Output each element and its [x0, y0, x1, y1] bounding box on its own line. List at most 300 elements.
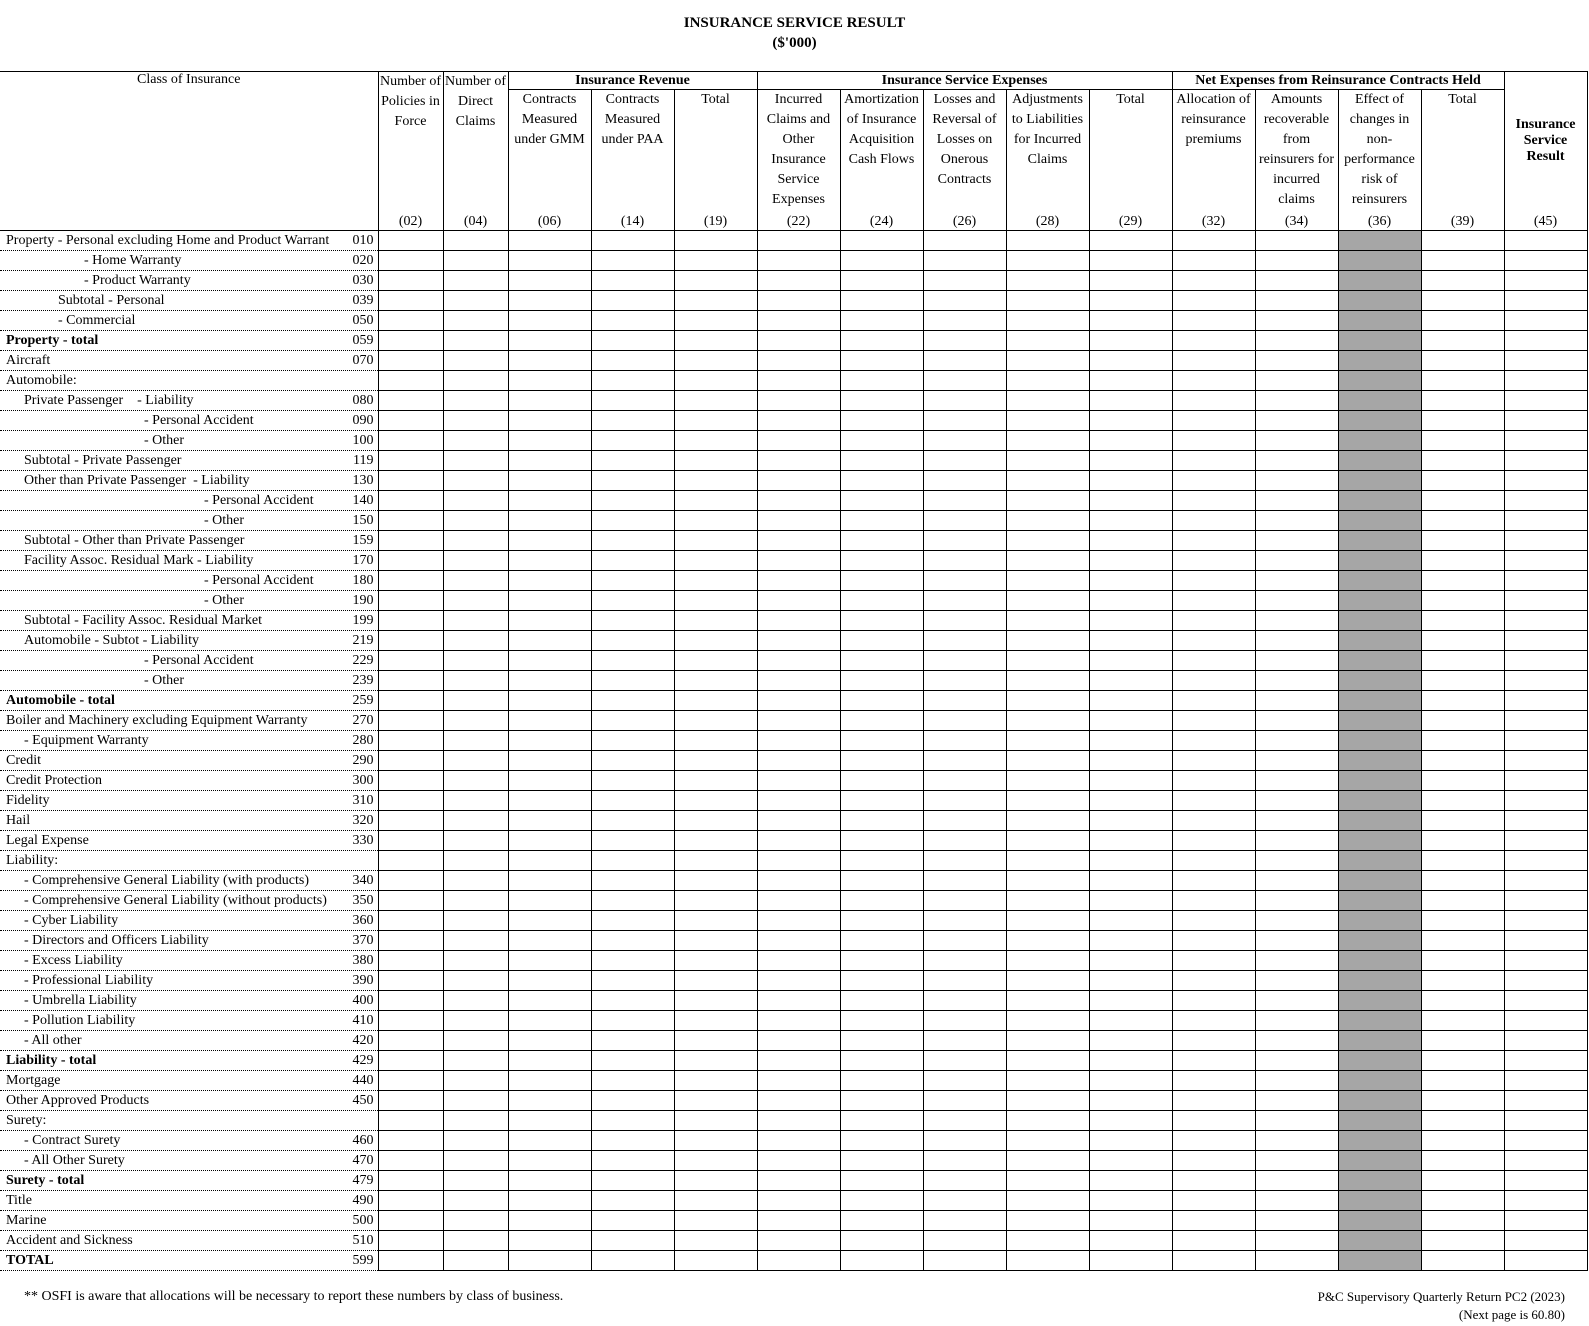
data-entry-cell[interactable] — [1172, 351, 1255, 371]
data-entry-cell[interactable] — [1172, 471, 1255, 491]
data-entry-cell[interactable] — [508, 911, 591, 931]
data-entry-cell[interactable] — [508, 851, 591, 871]
data-entry-cell[interactable] — [1089, 311, 1172, 331]
data-entry-cell[interactable] — [923, 651, 1006, 671]
data-entry-cell[interactable] — [443, 351, 508, 371]
data-entry-cell[interactable] — [757, 1131, 840, 1151]
data-entry-cell[interactable] — [1255, 1071, 1338, 1091]
data-entry-cell[interactable] — [1421, 391, 1504, 411]
data-entry-cell[interactable] — [1421, 651, 1504, 671]
data-entry-cell[interactable] — [840, 671, 923, 691]
data-entry-cell[interactable] — [591, 1131, 674, 1151]
data-entry-cell[interactable] — [840, 911, 923, 931]
data-entry-cell[interactable] — [840, 251, 923, 271]
data-entry-cell[interactable] — [378, 1251, 443, 1271]
data-entry-cell[interactable] — [674, 291, 757, 311]
data-entry-cell[interactable] — [443, 571, 508, 591]
data-entry-cell[interactable] — [591, 1211, 674, 1231]
data-entry-cell[interactable] — [1006, 991, 1089, 1011]
data-entry-cell[interactable] — [1006, 411, 1089, 431]
data-entry-cell[interactable] — [443, 431, 508, 451]
data-entry-cell[interactable] — [1255, 611, 1338, 631]
data-entry-cell[interactable] — [378, 271, 443, 291]
data-entry-cell[interactable] — [1504, 291, 1587, 311]
data-entry-cell[interactable] — [1504, 451, 1587, 471]
data-entry-cell[interactable] — [591, 411, 674, 431]
data-entry-cell[interactable] — [1421, 851, 1504, 871]
data-entry-cell[interactable] — [1504, 1091, 1587, 1111]
data-entry-cell[interactable] — [923, 1031, 1006, 1051]
data-entry-cell[interactable] — [378, 371, 443, 391]
data-entry-cell[interactable] — [757, 731, 840, 751]
data-entry-cell[interactable] — [591, 771, 674, 791]
data-entry-cell[interactable] — [840, 311, 923, 331]
data-entry-cell[interactable] — [1172, 1071, 1255, 1091]
data-entry-cell[interactable] — [1089, 1151, 1172, 1171]
data-entry-cell[interactable] — [923, 531, 1006, 551]
data-entry-cell[interactable] — [923, 1191, 1006, 1211]
data-entry-cell[interactable] — [378, 1211, 443, 1231]
data-entry-cell[interactable] — [508, 671, 591, 691]
data-entry-cell[interactable] — [923, 931, 1006, 951]
data-entry-cell[interactable] — [1255, 1151, 1338, 1171]
data-entry-cell[interactable] — [1006, 491, 1089, 511]
data-entry-cell[interactable] — [840, 851, 923, 871]
data-entry-cell[interactable] — [757, 671, 840, 691]
data-entry-cell[interactable] — [1421, 791, 1504, 811]
data-entry-cell[interactable] — [1421, 1011, 1504, 1031]
data-entry-cell[interactable] — [591, 731, 674, 751]
data-entry-cell[interactable] — [840, 991, 923, 1011]
data-entry-cell[interactable] — [1255, 491, 1338, 511]
data-entry-cell[interactable] — [1421, 591, 1504, 611]
data-entry-cell[interactable] — [840, 471, 923, 491]
data-entry-cell[interactable] — [1504, 771, 1587, 791]
data-entry-cell[interactable] — [443, 1091, 508, 1111]
data-entry-cell[interactable] — [757, 931, 840, 951]
data-entry-cell[interactable] — [378, 1011, 443, 1031]
data-entry-cell[interactable] — [591, 251, 674, 271]
data-entry-cell[interactable] — [840, 1091, 923, 1111]
data-entry-cell[interactable] — [674, 671, 757, 691]
data-entry-cell[interactable] — [923, 451, 1006, 471]
data-entry-cell[interactable] — [1006, 631, 1089, 651]
data-entry-cell[interactable] — [591, 671, 674, 691]
data-entry-cell[interactable] — [378, 1191, 443, 1211]
data-entry-cell[interactable] — [1006, 571, 1089, 591]
data-entry-cell[interactable] — [1006, 731, 1089, 751]
data-entry-cell[interactable] — [378, 511, 443, 531]
data-entry-cell[interactable] — [1172, 751, 1255, 771]
data-entry-cell[interactable] — [1006, 971, 1089, 991]
data-entry-cell[interactable] — [508, 631, 591, 651]
data-entry-cell[interactable] — [923, 591, 1006, 611]
data-entry-cell[interactable] — [508, 1191, 591, 1211]
data-entry-cell[interactable] — [1504, 1171, 1587, 1191]
data-entry-cell[interactable] — [757, 311, 840, 331]
data-entry-cell[interactable] — [508, 871, 591, 891]
data-entry-cell[interactable] — [443, 891, 508, 911]
data-entry-cell[interactable] — [757, 1111, 840, 1131]
data-entry-cell[interactable] — [1255, 331, 1338, 351]
data-entry-cell[interactable] — [840, 931, 923, 951]
data-entry-cell[interactable] — [1504, 891, 1587, 911]
data-entry-cell[interactable] — [1006, 331, 1089, 351]
data-entry-cell[interactable] — [1006, 1151, 1089, 1171]
data-entry-cell[interactable] — [1006, 471, 1089, 491]
data-entry-cell[interactable] — [591, 571, 674, 591]
data-entry-cell[interactable] — [378, 911, 443, 931]
data-entry-cell[interactable] — [378, 791, 443, 811]
data-entry-cell[interactable] — [443, 1111, 508, 1131]
data-entry-cell[interactable] — [1006, 1231, 1089, 1251]
data-entry-cell[interactable] — [1504, 851, 1587, 871]
data-entry-cell[interactable] — [1172, 1011, 1255, 1031]
data-entry-cell[interactable] — [674, 1191, 757, 1211]
data-entry-cell[interactable] — [1089, 1171, 1172, 1191]
data-entry-cell[interactable] — [1504, 631, 1587, 651]
data-entry-cell[interactable] — [508, 951, 591, 971]
data-entry-cell[interactable] — [508, 931, 591, 951]
data-entry-cell[interactable] — [508, 431, 591, 451]
data-entry-cell[interactable] — [508, 571, 591, 591]
data-entry-cell[interactable] — [1006, 451, 1089, 471]
data-entry-cell[interactable] — [923, 1251, 1006, 1271]
data-entry-cell[interactable] — [378, 951, 443, 971]
data-entry-cell[interactable] — [1421, 1231, 1504, 1251]
data-entry-cell[interactable] — [1255, 731, 1338, 751]
data-entry-cell[interactable] — [1504, 1011, 1587, 1031]
data-entry-cell[interactable] — [591, 491, 674, 511]
data-entry-cell[interactable] — [1421, 991, 1504, 1011]
data-entry-cell[interactable] — [757, 371, 840, 391]
data-entry-cell[interactable] — [1172, 451, 1255, 471]
data-entry-cell[interactable] — [508, 291, 591, 311]
data-entry-cell[interactable] — [757, 891, 840, 911]
data-entry-cell[interactable] — [591, 931, 674, 951]
data-entry-cell[interactable] — [1006, 1091, 1089, 1111]
data-entry-cell[interactable] — [840, 1191, 923, 1211]
data-entry-cell[interactable] — [840, 431, 923, 451]
data-entry-cell[interactable] — [508, 451, 591, 471]
data-entry-cell[interactable] — [443, 851, 508, 871]
data-entry-cell[interactable] — [591, 691, 674, 711]
data-entry-cell[interactable] — [1504, 251, 1587, 271]
data-entry-cell[interactable] — [923, 891, 1006, 911]
data-entry-cell[interactable] — [1172, 551, 1255, 571]
data-entry-cell[interactable] — [1089, 531, 1172, 551]
data-entry-cell[interactable] — [840, 951, 923, 971]
data-entry-cell[interactable] — [923, 991, 1006, 1011]
data-entry-cell[interactable] — [757, 351, 840, 371]
data-entry-cell[interactable] — [1172, 951, 1255, 971]
data-entry-cell[interactable] — [591, 431, 674, 451]
data-entry-cell[interactable] — [508, 1151, 591, 1171]
data-entry-cell[interactable] — [1089, 291, 1172, 311]
data-entry-cell[interactable] — [508, 691, 591, 711]
data-entry-cell[interactable] — [443, 971, 508, 991]
data-entry-cell[interactable] — [1006, 651, 1089, 671]
data-entry-cell[interactable] — [757, 991, 840, 1011]
data-entry-cell[interactable] — [1421, 691, 1504, 711]
data-entry-cell[interactable] — [840, 1151, 923, 1171]
data-entry-cell[interactable] — [757, 711, 840, 731]
data-entry-cell[interactable] — [1421, 671, 1504, 691]
data-entry-cell[interactable] — [1006, 1191, 1089, 1211]
data-entry-cell[interactable] — [1421, 331, 1504, 351]
data-entry-cell[interactable] — [1172, 251, 1255, 271]
data-entry-cell[interactable] — [1172, 571, 1255, 591]
data-entry-cell[interactable] — [508, 1031, 591, 1051]
data-entry-cell[interactable] — [1255, 1171, 1338, 1191]
data-entry-cell[interactable] — [674, 891, 757, 911]
data-entry-cell[interactable] — [923, 691, 1006, 711]
data-entry-cell[interactable] — [443, 331, 508, 351]
data-entry-cell[interactable] — [591, 711, 674, 731]
data-entry-cell[interactable] — [1172, 611, 1255, 631]
data-entry-cell[interactable] — [1504, 751, 1587, 771]
data-entry-cell[interactable] — [923, 391, 1006, 411]
data-entry-cell[interactable] — [1172, 1251, 1255, 1271]
data-entry-cell[interactable] — [443, 1151, 508, 1171]
data-entry-cell[interactable] — [443, 691, 508, 711]
data-entry-cell[interactable] — [443, 811, 508, 831]
data-entry-cell[interactable] — [674, 451, 757, 471]
data-entry-cell[interactable] — [840, 711, 923, 731]
data-entry-cell[interactable] — [840, 291, 923, 311]
data-entry-cell[interactable] — [674, 251, 757, 271]
data-entry-cell[interactable] — [674, 591, 757, 611]
data-entry-cell[interactable] — [923, 291, 1006, 311]
data-entry-cell[interactable] — [1089, 371, 1172, 391]
data-entry-cell[interactable] — [1089, 831, 1172, 851]
data-entry-cell[interactable] — [591, 871, 674, 891]
data-entry-cell[interactable] — [1421, 711, 1504, 731]
data-entry-cell[interactable] — [1421, 1251, 1504, 1271]
data-entry-cell[interactable] — [674, 531, 757, 551]
data-entry-cell[interactable] — [1421, 491, 1504, 511]
data-entry-cell[interactable] — [1421, 371, 1504, 391]
data-entry-cell[interactable] — [591, 951, 674, 971]
data-entry-cell[interactable] — [1504, 491, 1587, 511]
data-entry-cell[interactable] — [674, 311, 757, 331]
data-entry-cell[interactable] — [378, 1231, 443, 1251]
data-entry-cell[interactable] — [508, 371, 591, 391]
data-entry-cell[interactable] — [674, 471, 757, 491]
data-entry-cell[interactable] — [1504, 1071, 1587, 1091]
data-entry-cell[interactable] — [840, 651, 923, 671]
data-entry-cell[interactable] — [1006, 671, 1089, 691]
data-entry-cell[interactable] — [1421, 1071, 1504, 1091]
data-entry-cell[interactable] — [508, 711, 591, 731]
data-entry-cell[interactable] — [1172, 711, 1255, 731]
data-entry-cell[interactable] — [1089, 731, 1172, 751]
data-entry-cell[interactable] — [757, 511, 840, 531]
data-entry-cell[interactable] — [1255, 411, 1338, 431]
data-entry-cell[interactable] — [840, 691, 923, 711]
data-entry-cell[interactable] — [840, 271, 923, 291]
data-entry-cell[interactable] — [840, 371, 923, 391]
data-entry-cell[interactable] — [443, 951, 508, 971]
data-entry-cell[interactable] — [1006, 791, 1089, 811]
data-entry-cell[interactable] — [443, 931, 508, 951]
data-entry-cell[interactable] — [1421, 251, 1504, 271]
data-entry-cell[interactable] — [1504, 1131, 1587, 1151]
data-entry-cell[interactable] — [923, 551, 1006, 571]
data-entry-cell[interactable] — [443, 1051, 508, 1071]
data-entry-cell[interactable] — [923, 1011, 1006, 1031]
data-entry-cell[interactable] — [840, 351, 923, 371]
data-entry-cell[interactable] — [1421, 411, 1504, 431]
data-entry-cell[interactable] — [378, 531, 443, 551]
data-entry-cell[interactable] — [1421, 931, 1504, 951]
data-entry-cell[interactable] — [757, 1051, 840, 1071]
data-entry-cell[interactable] — [1172, 731, 1255, 751]
data-entry-cell[interactable] — [508, 731, 591, 751]
data-entry-cell[interactable] — [674, 1091, 757, 1111]
data-entry-cell[interactable] — [757, 951, 840, 971]
data-entry-cell[interactable] — [1504, 831, 1587, 851]
data-entry-cell[interactable] — [757, 651, 840, 671]
data-entry-cell[interactable] — [1421, 451, 1504, 471]
data-entry-cell[interactable] — [591, 1251, 674, 1271]
data-entry-cell[interactable] — [1421, 1151, 1504, 1171]
data-entry-cell[interactable] — [508, 1091, 591, 1111]
data-entry-cell[interactable] — [1255, 891, 1338, 911]
data-entry-cell[interactable] — [1172, 1171, 1255, 1191]
data-entry-cell[interactable] — [1089, 691, 1172, 711]
data-entry-cell[interactable] — [1421, 511, 1504, 531]
data-entry-cell[interactable] — [840, 1231, 923, 1251]
data-entry-cell[interactable] — [1172, 491, 1255, 511]
data-entry-cell[interactable] — [1006, 251, 1089, 271]
data-entry-cell[interactable] — [840, 891, 923, 911]
data-entry-cell[interactable] — [591, 311, 674, 331]
data-entry-cell[interactable] — [1504, 411, 1587, 431]
data-entry-cell[interactable] — [443, 291, 508, 311]
data-entry-cell[interactable] — [1172, 391, 1255, 411]
data-entry-cell[interactable] — [757, 1171, 840, 1191]
data-entry-cell[interactable] — [591, 451, 674, 471]
data-entry-cell[interactable] — [1421, 351, 1504, 371]
data-entry-cell[interactable] — [591, 591, 674, 611]
data-entry-cell[interactable] — [1089, 551, 1172, 571]
data-entry-cell[interactable] — [443, 231, 508, 251]
data-entry-cell[interactable] — [1089, 751, 1172, 771]
data-entry-cell[interactable] — [378, 1171, 443, 1191]
data-entry-cell[interactable] — [378, 1071, 443, 1091]
data-entry-cell[interactable] — [508, 991, 591, 1011]
data-entry-cell[interactable] — [923, 611, 1006, 631]
data-entry-cell[interactable] — [923, 1131, 1006, 1151]
data-entry-cell[interactable] — [757, 811, 840, 831]
data-entry-cell[interactable] — [1255, 291, 1338, 311]
data-entry-cell[interactable] — [443, 711, 508, 731]
data-entry-cell[interactable] — [591, 231, 674, 251]
data-entry-cell[interactable] — [840, 591, 923, 611]
data-entry-cell[interactable] — [1006, 1131, 1089, 1151]
data-entry-cell[interactable] — [1255, 1051, 1338, 1071]
data-entry-cell[interactable] — [443, 1211, 508, 1231]
data-entry-cell[interactable] — [1421, 471, 1504, 491]
data-entry-cell[interactable] — [591, 1071, 674, 1091]
data-entry-cell[interactable] — [1089, 451, 1172, 471]
data-entry-cell[interactable] — [674, 551, 757, 571]
data-entry-cell[interactable] — [674, 1051, 757, 1071]
data-entry-cell[interactable] — [1255, 711, 1338, 731]
data-entry-cell[interactable] — [1172, 291, 1255, 311]
data-entry-cell[interactable] — [1255, 771, 1338, 791]
data-entry-cell[interactable] — [674, 271, 757, 291]
data-entry-cell[interactable] — [378, 971, 443, 991]
data-entry-cell[interactable] — [923, 731, 1006, 751]
data-entry-cell[interactable] — [674, 331, 757, 351]
data-entry-cell[interactable] — [674, 871, 757, 891]
data-entry-cell[interactable] — [1006, 591, 1089, 611]
data-entry-cell[interactable] — [840, 231, 923, 251]
data-entry-cell[interactable] — [508, 1231, 591, 1251]
data-entry-cell[interactable] — [1421, 811, 1504, 831]
data-entry-cell[interactable] — [1421, 1171, 1504, 1191]
data-entry-cell[interactable] — [591, 531, 674, 551]
data-entry-cell[interactable] — [1255, 831, 1338, 851]
data-entry-cell[interactable] — [1255, 851, 1338, 871]
data-entry-cell[interactable] — [840, 1031, 923, 1051]
data-entry-cell[interactable] — [757, 1071, 840, 1091]
data-entry-cell[interactable] — [1006, 891, 1089, 911]
data-entry-cell[interactable] — [591, 1191, 674, 1211]
data-entry-cell[interactable] — [1089, 431, 1172, 451]
data-entry-cell[interactable] — [1089, 411, 1172, 431]
data-entry-cell[interactable] — [378, 451, 443, 471]
data-entry-cell[interactable] — [591, 371, 674, 391]
data-entry-cell[interactable] — [1255, 1011, 1338, 1031]
data-entry-cell[interactable] — [1006, 951, 1089, 971]
data-entry-cell[interactable] — [1089, 351, 1172, 371]
data-entry-cell[interactable] — [840, 1111, 923, 1131]
data-entry-cell[interactable] — [923, 971, 1006, 991]
data-entry-cell[interactable] — [1504, 1191, 1587, 1211]
data-entry-cell[interactable] — [757, 611, 840, 631]
data-entry-cell[interactable] — [757, 971, 840, 991]
data-entry-cell[interactable] — [1172, 1191, 1255, 1211]
data-entry-cell[interactable] — [1504, 731, 1587, 751]
data-entry-cell[interactable] — [1255, 1211, 1338, 1231]
data-entry-cell[interactable] — [443, 391, 508, 411]
data-entry-cell[interactable] — [443, 1131, 508, 1151]
data-entry-cell[interactable] — [1006, 811, 1089, 831]
data-entry-cell[interactable] — [1006, 291, 1089, 311]
data-entry-cell[interactable] — [378, 651, 443, 671]
data-entry-cell[interactable] — [840, 1211, 923, 1231]
data-entry-cell[interactable] — [1504, 1051, 1587, 1071]
data-entry-cell[interactable] — [674, 1031, 757, 1051]
data-entry-cell[interactable] — [1006, 711, 1089, 731]
data-entry-cell[interactable] — [1421, 751, 1504, 771]
data-entry-cell[interactable] — [591, 391, 674, 411]
data-entry-cell[interactable] — [508, 251, 591, 271]
data-entry-cell[interactable] — [378, 431, 443, 451]
data-entry-cell[interactable] — [1172, 591, 1255, 611]
data-entry-cell[interactable] — [508, 1211, 591, 1231]
data-entry-cell[interactable] — [443, 631, 508, 651]
data-entry-cell[interactable] — [1172, 771, 1255, 791]
data-entry-cell[interactable] — [378, 631, 443, 651]
data-entry-cell[interactable] — [443, 1011, 508, 1031]
data-entry-cell[interactable] — [1255, 1091, 1338, 1111]
data-entry-cell[interactable] — [1089, 1071, 1172, 1091]
data-entry-cell[interactable] — [1421, 551, 1504, 571]
